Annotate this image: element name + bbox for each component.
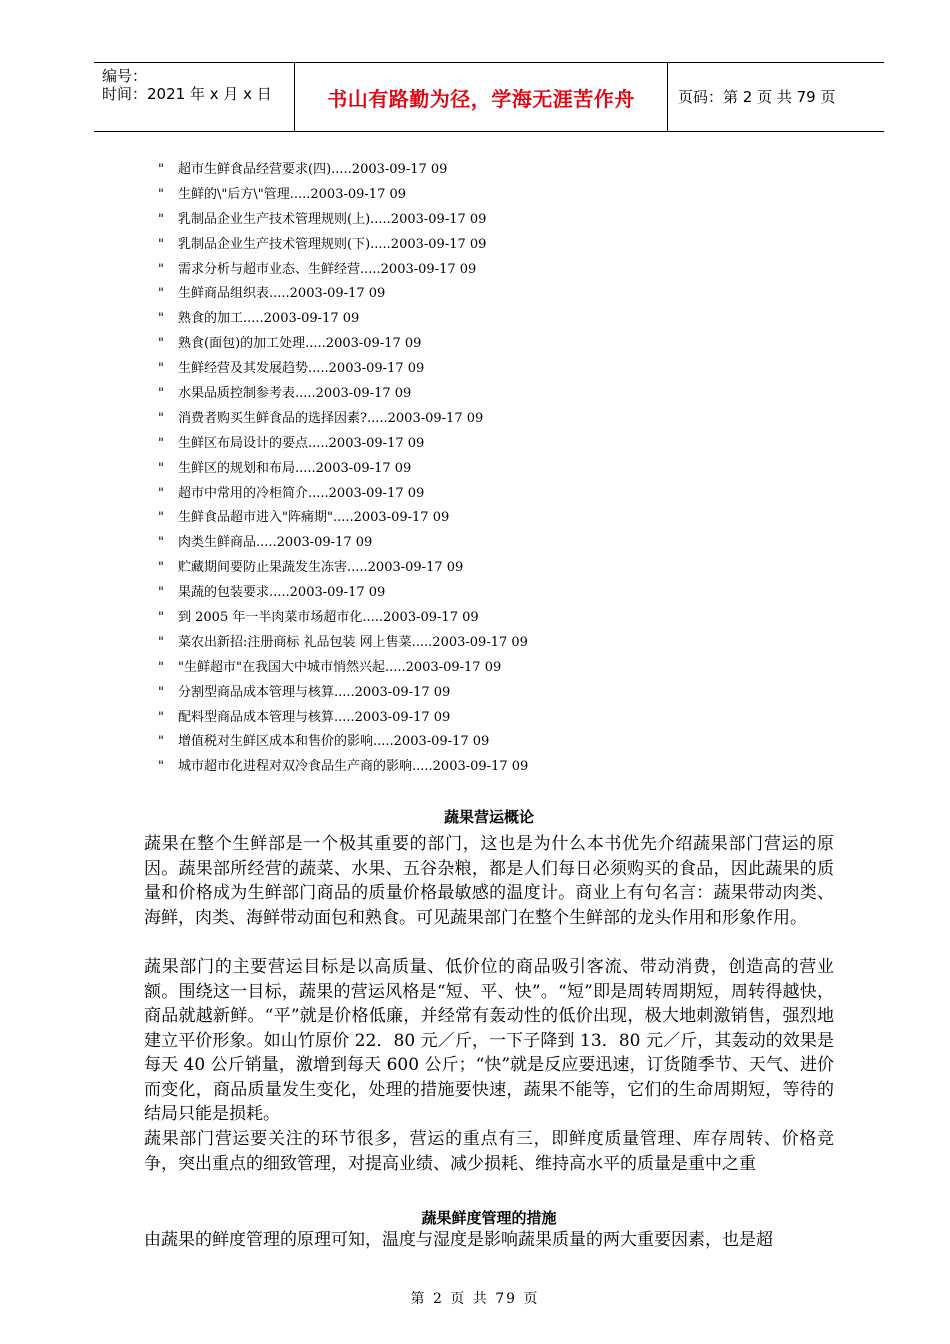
paragraph: 蔬果部门营运要关注的环节很多，营运的重点有三，即鲜度质量管理、库存周转、价格竞争，突出重点的细致管理，对提高业绩、减少损耗、维持高水平的质量是重中之重 [144,1129,834,1174]
list-marker: " [158,510,164,526]
article-title: 水果品质控制参考表.....2003-09-17 09 [178,386,412,402]
article-list-item [158,631,798,656]
article-list-item [158,730,798,755]
article-list-item [158,606,798,631]
time-label: 时间：2021 年 x 月 x 日 [102,85,272,103]
article-title: 城市超市化进程对双冷食品生产商的影响.....2003-09-17 09 [178,759,529,775]
list-marker: " [158,759,164,775]
article-title: 超市中常用的冷柜简介.....2003-09-17 09 [178,485,425,501]
article-title: 熟食的加工.....2003-09-17 09 [178,311,360,327]
list-marker: " [158,286,164,302]
list-marker: " [158,211,164,227]
paragraph: 蔬果部门的主要营运目标是以高质量、低价位的商品吸引客流、带动消费，创造高的营业额。围绕这一目标，蔬果的营运风格是“短、平、快”。“短”即是周转周期短，周转得越快，商品就越新鲜。“平”就是价格低廉，并经常有轰动性的低价出现，极大地刺激销售，强烈地建立平价形象。如山竹原价 22．80 元／斤，一下子降到 13．80 元／斤，其轰动的效果是每天 40 公斤销量，激增到每天 600 公斤；“快”就是反应要迅速，订货随季节、天气、进价而变化，商品质量发生变化，处理的措施要快速，蔬果不能等，它们的生命周期短，等待的结局只能是损耗。 [144,957,834,1124]
article-list-item [158,432,798,457]
list-marker: " [158,535,164,551]
page-footer: 第 2 页 共 79 页 [410,1291,540,1307]
list-marker: " [158,386,164,402]
article-title: 增值税对生鲜区成本和售价的影响.....2003-09-17 09 [178,734,490,750]
number-label: 编号： [102,67,148,85]
article-list-item [158,233,798,258]
article-title: 分割型商品成本管理与核算.....2003-09-17 09 [178,684,451,700]
article-list-item [158,706,798,731]
list-marker: " [158,460,164,476]
article-list-item [158,407,798,432]
article-list-item [158,681,798,706]
article-title: 菜农出新招:注册商标 礼品包装 网上售菜.....2003-09-17 09 [178,634,528,650]
list-marker: " [158,361,164,377]
list-marker: " [158,485,164,501]
article-title: 生鲜区的规划和布局.....2003-09-17 09 [178,460,412,476]
page-number-label: 页码：第 2 页 共 79 页 [678,88,836,106]
article-list-item [158,158,798,183]
article-list-item [158,556,798,581]
article-title: 果蔬的包装要求.....2003-09-17 09 [178,585,386,601]
section-title-overview: 蔬果营运概论 [443,808,534,826]
article-list-item [158,581,798,606]
article-list-item [158,332,798,357]
article-title: 生鲜商品组织表.....2003-09-17 09 [178,286,386,302]
section-title-freshness: 蔬果鲜度管理的措施 [421,1209,557,1227]
article-list-item [158,282,798,307]
list-marker: " [158,634,164,650]
article-title: 到 2005 年一半肉菜市场超市化.....2003-09-17 09 [178,610,479,626]
article-list-item [158,482,798,507]
list-marker: " [158,585,164,601]
article-title: 贮藏期间要防止果蔬发生冻害.....2003-09-17 09 [178,560,464,576]
article-list-item [158,258,798,283]
list-marker: " [158,435,164,451]
article-list-item [158,506,798,531]
article-title: 肉类生鲜商品.....2003-09-17 09 [178,535,373,551]
list-marker: " [158,659,164,675]
article-list-item [158,183,798,208]
article-list-item [158,656,798,681]
article-title: 生鲜食品超市进入"阵痛期".....2003-09-17 09 [178,510,450,526]
article-title: "生鲜超市"在我国大中城市悄然兴起.....2003-09-17 09 [178,659,502,675]
article-list-item [158,531,798,556]
article-title: 乳制品企业生产技术管理规则(上).....2003-09-17 09 [178,211,487,227]
header-motto-cell [295,63,668,131]
list-marker: " [158,186,164,202]
header-left-cell [94,63,295,131]
paragraph: 由蔬果的鲜度管理的原理可知，温度与湿度是影响蔬果质量的两大重要因素，也是超 [144,1230,773,1250]
article-list [158,158,798,780]
page-header [94,62,884,132]
list-marker: " [158,560,164,576]
list-marker: " [158,311,164,327]
list-marker: " [158,709,164,725]
article-title: 熟食(面包)的加工处理.....2003-09-17 09 [178,336,422,352]
article-list-item [158,357,798,382]
article-list-item [158,755,798,780]
list-marker: " [158,684,164,700]
article-title: 配料型商品成本管理与核算.....2003-09-17 09 [178,709,451,725]
list-marker: " [158,336,164,352]
article-title: 生鲜经营及其发展趋势.....2003-09-17 09 [178,361,425,377]
list-marker: " [158,610,164,626]
article-title: 乳制品企业生产技术管理规则(下).....2003-09-17 09 [178,236,487,252]
article-title: 生鲜的\"后方\"管理.....2003-09-17 09 [178,186,407,202]
article-title: 超市生鲜食品经营要求(四).....2003-09-17 09 [178,162,448,177]
article-title: 消费者购买生鲜食品的选择因素?.....2003-09-17 09 [178,410,484,426]
list-marker: " [158,734,164,750]
header-right-cell [668,63,884,131]
article-title: 需求分析与超市业态、生鲜经营.....2003-09-17 09 [178,261,477,277]
article-list-item [158,382,798,407]
motto: 书山有路勤为径，学海无涯苦作舟 [327,86,635,111]
article-list-item [158,307,798,332]
list-marker: " [158,261,164,277]
article-list-item [158,208,798,233]
article-list-item [158,457,798,482]
paragraph: 蔬果在整个生鲜部是一个极其重要的部门，这也是为什么本书优先介绍蔬果部门营运的原因。蔬果部所经营的蔬菜、水果、五谷杂粮，都是人们每日必须购买的食品，因此蔬果的质量和价格成为生鲜部门商品的质量价格最敏感的温度计。商业上有句名言：蔬果带动肉类、海鲜，肉类、海鲜带动面包和熟食。可见蔬果部门在整个生鲜部的龙头作用和形象作用。 [144,834,834,928]
list-marker: " [158,162,164,177]
list-marker: " [158,410,164,426]
article-title: 生鲜区布局设计的要点.....2003-09-17 09 [178,435,425,451]
list-marker: " [158,236,164,252]
